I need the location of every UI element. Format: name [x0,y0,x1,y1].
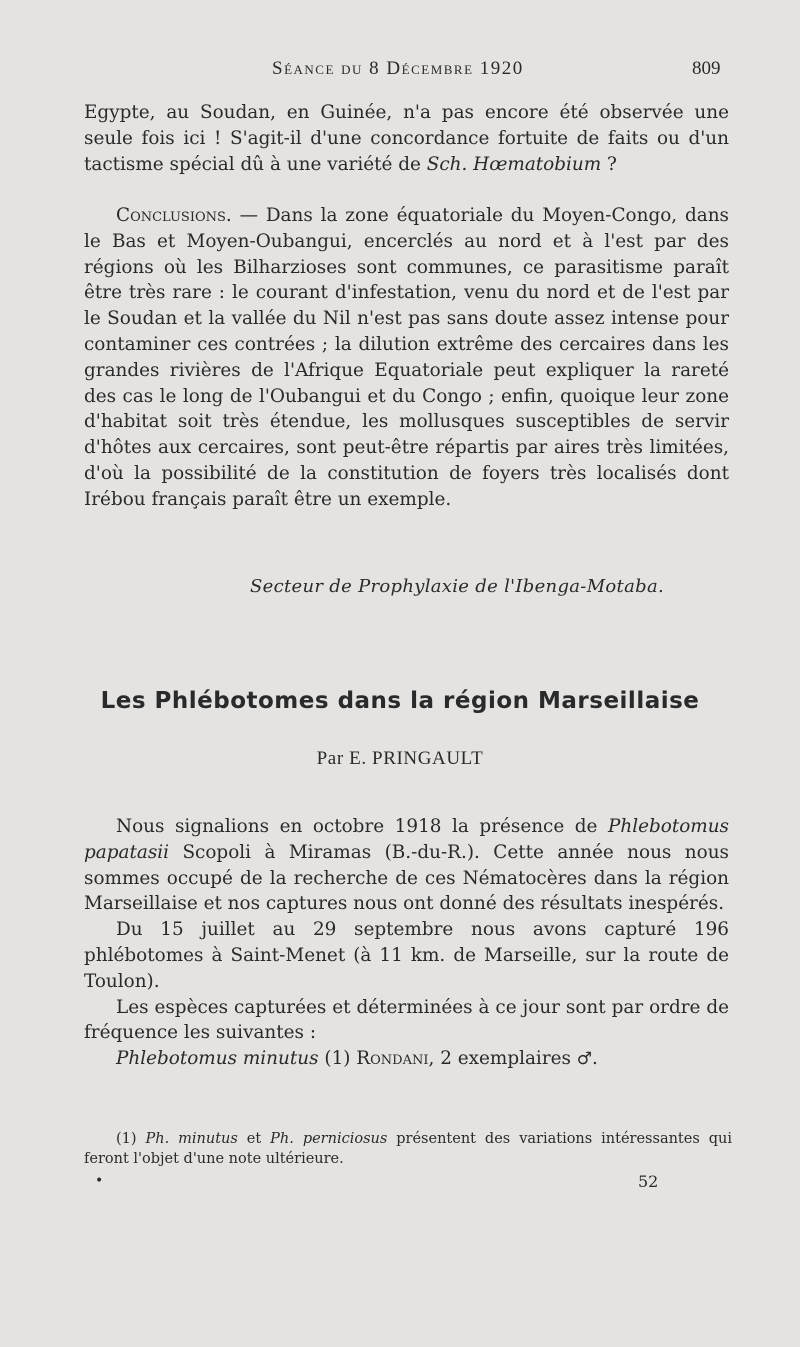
footnote-text: présentent des variations intéressantes qui feront l'objet d'une note ultérieure. [84,1131,732,1167]
species-line [84,1046,729,1073]
species-name: Phlebotomus papatasii [84,816,729,863]
footnote-ref: (1) [318,1048,357,1070]
paragraph-continued [84,100,729,177]
article-paragraph-1 [84,814,729,917]
paragraph-text: Scopoli à Miramas (B.-du-R.). Cette année nous nous sommes occupé de la recherche de ces Nématocères dans la région Marseillaise et nos captures nous ont donné des résultats inespérés. [84,841,729,915]
stray-mark: • [95,1173,104,1189]
page-number: 809 [692,58,721,79]
running-title: Séance du 8 Décembre 1920 [272,58,524,79]
footnote-number: (1) [116,1131,146,1147]
conclusions-text: — Dans la zone équatoriale du Moyen-Congo, dans le Bas et Moyen-Oubangui, encerclés au nord et à l'est par des régions où les Bilharzioses sont communes, ce parasitisme paraît être très rare : le courant d'infestation, venu du nord et de l'est par le Soudan et la vallée du Nil n'est pas sans doute assez intense pour contaminer ces contrées ; la dilution extrême des cercaires dans les grandes rivières de l'Afrique Equatoriale peut expliquer la rareté des cas le long de l'Oubangui et du Congo ; enfin, quoique leur zone d'habitat soit très étendue, les mollusques susceptibles de servir d'hôtes aux cercaires, sont peut-être répartis par aires très limitées, d'où la possibilité de la constitution de foyers très localisés dont Irébou français paraît être un exemple. [84,205,729,510]
conclusions-paragraph [84,203,729,513]
paragraph-text: Nous signalions en octobre 1918 la présence de [116,816,608,837]
punctuation: . [592,1048,598,1070]
article-byline: Par E. PRINGAULT [316,748,484,769]
species-name: Ph. perniciosus [270,1131,388,1147]
species-name: Ph. minutus [145,1131,238,1147]
male-symbol-icon: ♂ [576,1049,593,1070]
species-name: Sch. Hœmatobium [426,153,602,175]
conclusions-label: Conclusions. [116,205,232,226]
footnote-text: et [237,1131,271,1147]
running-header [0,54,800,84]
specimen-count: , 2 exemplaires [428,1048,577,1070]
paragraph-text: Egypte, au Soudan, en Guinée, n'a pas encore été observée une seule fois ici ! S'agit-il d'une concordance fortuite de faits ou d'un tactisme spécial dû à une variété de [84,102,729,175]
species-author: Rondani [356,1048,429,1070]
article-title: Les Phlébotomes dans la région Marseillaise [100,688,700,714]
article-paragraph-2: Du 15 juillet au 29 septembre nous avons capturé 196 phlébotomes à Saint-Menet (à 11 km. de Marseille, sur la route de Toulon). [84,919,729,992]
signature: Secteur de Prophylaxie de l'Ibenga-Motaba. [250,576,664,597]
signature-folio: 52 [638,1172,659,1191]
article-body [84,814,729,1073]
article-paragraph-3: Les espèces capturées et déterminées à ce jour sont par ordre de fréquence les suivantes : [84,996,729,1044]
punctuation: ? [601,153,617,175]
footnote [84,1129,732,1169]
species-name: Phlebotomus minutus [116,1048,319,1070]
